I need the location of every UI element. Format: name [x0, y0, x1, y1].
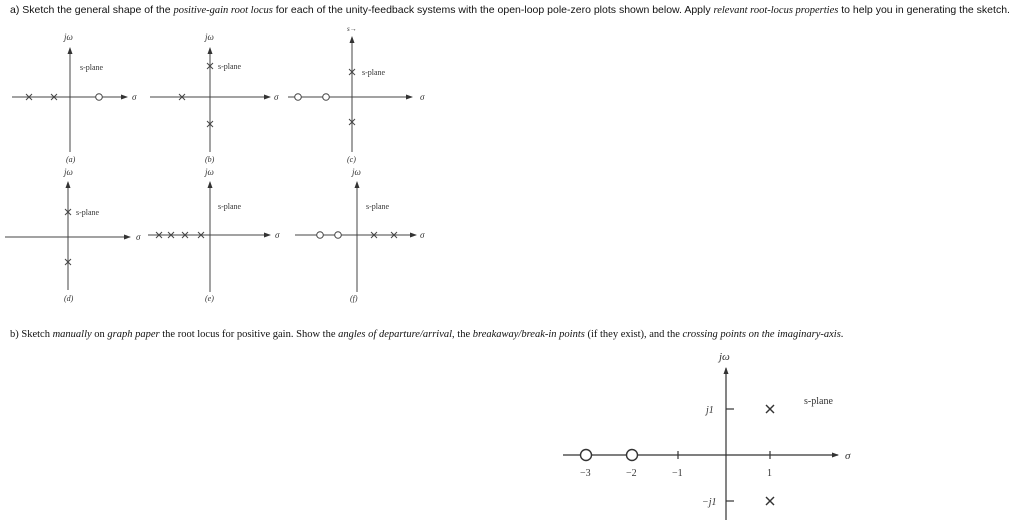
sigma-axis-label: σ	[274, 92, 279, 102]
question-a-label: a)	[10, 4, 20, 16]
splane-label: s-plane	[362, 68, 386, 77]
question-a-text: Sketch the general shape of the	[22, 4, 171, 16]
plot-a	[12, 48, 127, 152]
question-b-text: (if they exist), and the	[587, 329, 680, 340]
plot-label: (e)	[205, 294, 214, 303]
pole-marker-lower	[766, 497, 774, 505]
question-b-emphasis: graph paper	[107, 329, 160, 340]
zero-marker	[335, 232, 342, 239]
question-b-emphasis: manually	[52, 329, 92, 340]
sigma-axis-label: σ	[845, 450, 851, 462]
question-a-text: to help you in generating the sketch.	[841, 4, 1010, 16]
plot-label: (a)	[66, 155, 76, 164]
question-b-label: b)	[10, 329, 19, 340]
plot-label: (d)	[64, 294, 74, 303]
sigma-axis-label: σ	[275, 230, 280, 240]
pole-marker-upper	[766, 405, 774, 413]
zero-marker-neg3	[581, 450, 592, 461]
question-b-text: on	[94, 329, 105, 340]
splane-label: s-plane	[804, 396, 833, 407]
question-a-emphasis: positive-gain root locus	[173, 5, 273, 16]
splane-label: s-plane	[218, 202, 242, 211]
tick-label-neg1: −1	[672, 468, 683, 479]
question-b-text: , the	[452, 329, 471, 340]
question-b-emphasis: crossing points on the imaginary-axis	[682, 329, 841, 340]
jw-axis-label: s→	[347, 25, 357, 33]
splane-label: s-plane	[366, 202, 390, 211]
plot-e	[148, 182, 270, 292]
jw-axis-label: jω	[352, 167, 361, 177]
sigma-axis-label: σ	[420, 92, 425, 102]
tick-label-neg2: −2	[626, 468, 637, 479]
splane-label: s-plane	[218, 62, 242, 71]
plot-label: (b)	[205, 155, 215, 164]
jw-axis-label: jω	[205, 32, 214, 42]
sigma-axis-label: σ	[136, 232, 141, 242]
question-b-text: .	[840, 329, 844, 340]
plot-b	[150, 48, 270, 152]
plot-f	[295, 182, 416, 292]
jw-axis-label: jω	[719, 351, 730, 363]
question-b-emphasis: angles of departure/arrival	[338, 329, 453, 340]
zero-marker	[96, 94, 103, 101]
splane-label: s-plane	[76, 208, 100, 217]
splane-label: s-plane	[80, 63, 104, 72]
tick-label-j1: j1	[706, 405, 714, 416]
zero-marker	[323, 94, 330, 101]
tick-label-neg3: −3	[580, 468, 591, 479]
plot-label: (f)	[350, 294, 358, 303]
tick-label-pos1: 1	[767, 468, 772, 479]
sigma-axis-label: σ	[132, 92, 137, 102]
question-a-text: for each of the unity-feedback systems with the open-loop pole-zero plots shown below. Apply	[275, 4, 711, 16]
plot-c	[288, 37, 412, 152]
plot-d	[5, 182, 130, 290]
sigma-axis-label: σ	[420, 230, 425, 240]
zero-marker-neg2	[627, 450, 638, 461]
jw-axis-label: jω	[64, 32, 73, 42]
main-plot	[563, 368, 838, 520]
question-b-text: Sketch	[21, 329, 50, 340]
question-a-emphasis: relevant root-locus properties	[713, 5, 839, 16]
question-b-text: the root locus for positive gain. Show the	[162, 329, 336, 340]
question-b-emphasis: breakaway/break-in points	[472, 329, 585, 340]
plot-label: (c)	[347, 155, 356, 164]
tick-label-neg-j1: −j1	[702, 497, 717, 508]
zero-marker	[317, 232, 324, 239]
jw-axis-label: jω	[205, 167, 214, 177]
zero-marker	[295, 94, 302, 101]
jw-axis-label: jω	[64, 167, 73, 177]
